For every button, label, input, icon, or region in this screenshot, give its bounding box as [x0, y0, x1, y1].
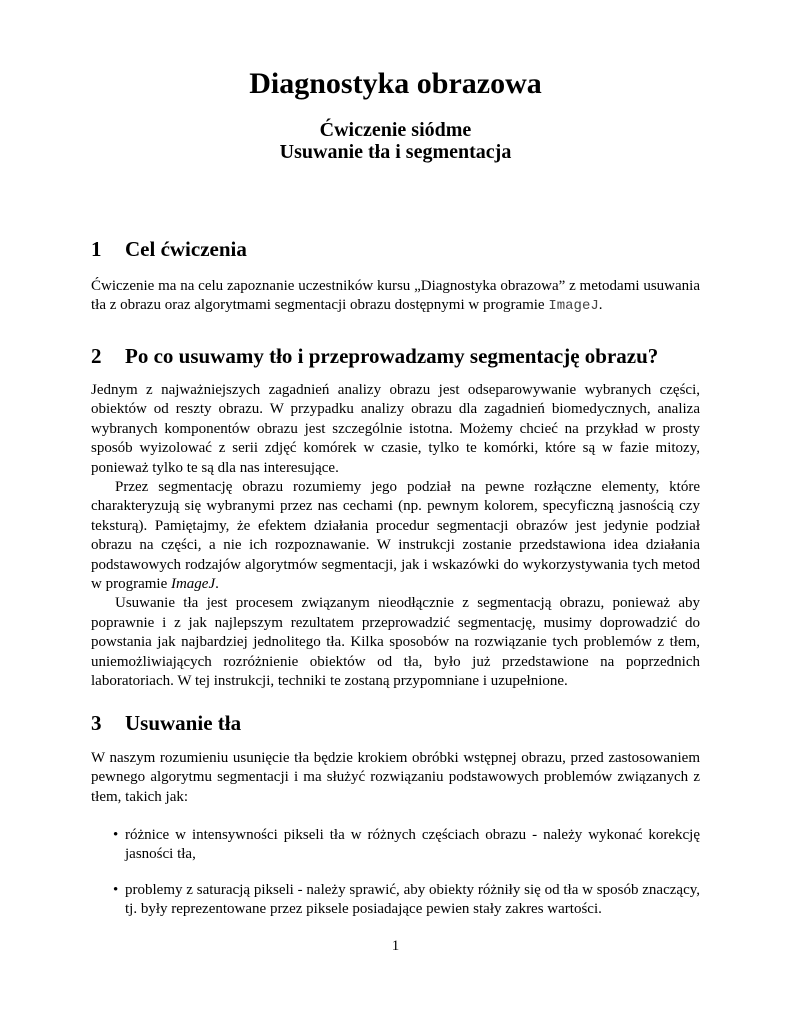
list-item-text: różnice w intensywności pikseli tła w różnych częściach obrazu - należy wykonać korekcję jasności tła,	[125, 827, 700, 863]
section-heading-2	[91, 343, 700, 369]
page-number: 1	[391, 938, 400, 954]
bullet-icon: •	[113, 881, 119, 898]
problem-list	[91, 826, 700, 920]
section-1-paragraph	[91, 277, 700, 317]
section-title: Usuwanie tła	[125, 711, 242, 735]
section-number: 2	[91, 344, 102, 368]
section-heading-1	[91, 236, 700, 262]
section-number: 1	[91, 237, 102, 261]
subtitle-line-2: Usuwanie tła i segmentacja	[279, 141, 512, 163]
program-name-italic: ImageJ	[170, 576, 216, 593]
paragraph-text: Przez segmentację obrazu rozumiemy jego podział na pewne rozłączne elementy, które charakteryzują się wybranymi przez nas cechami (np. pewnym kolorem, specyficzną jasnością czy teksturą). Pamiętajmy, że efektem działania procedur segmentacji obrazów jest jedynie podział obrazu na części, a nie ich rozpoznawanie. W instrukcji zostanie przedstawiona idea działania podstawowych rodzajów algorytmów segmentacji, jak i wskazówki do wykorzystywania tych metod w programie	[91, 479, 700, 593]
section-2-paragraph-1: Jednym z najważniejszych zagadnień analizy obrazu jest odseparowywanie wybranych części, obiektów od reszty obrazu. W przypadku analizy obrazu dla zagadnień biomedycznych, analiza wybranych komponentów obrazu jest szczególnie istotna. Możemy chcieć na przykład w prosty sposób wyizolować z serii zdjęć komórek w czasie, tylko te komórki, które są w fazie mitozy, ponieważ tylko te są dla nas interesujące.	[91, 382, 700, 476]
list-item	[91, 881, 700, 920]
section-title: Cel ćwiczenia	[125, 237, 247, 261]
subtitle-line-1: Ćwiczenie siódme	[319, 119, 472, 141]
bullet-icon: •	[113, 827, 119, 843]
paragraph-text: Ćwiczenie ma na celu zapoznanie uczestników kursu „Diagnostyka obrazowa” z metodami usuwania tła z obrazu oraz algorytmami segmentacji obrazu dostępnymi w programie	[91, 278, 700, 314]
section-2-body	[91, 381, 700, 692]
section-3-paragraph: W naszym rozumieniu usunięcie tła będzie krokiem obróbki wstępnej obrazu, przed zastosowaniem pewnego algorytmu segmentacji i ma służyć rozwiązaniu podstawowych problemów związanych z tłem, takich jak:	[91, 750, 700, 805]
section-2-paragraph-3: Usuwanie tła jest procesem związanym nieodłącznie z segmentacją obrazu, ponieważ aby poprawnie i z jak najlepszym rezultatem przeprowadzić segmentację, musimy doprowadzić do powstania jak najbardziej jednolitego tła. Kilka sposobów na rozwiązanie tych problemów z tłem, uniemożliwiających rozróżnienie obiektów od tła, było już przedstawione na poprzednich laboratoriach. W tej instrukcji, techniki te zostaną przypomniane i uzupełnione.	[91, 595, 700, 690]
list-item	[91, 826, 700, 865]
section-2-paragraph-2	[91, 478, 700, 594]
paragraph-text-end: .	[215, 576, 219, 593]
section-number: 3	[91, 711, 102, 735]
document-title: Diagnostyka obrazowa	[249, 67, 542, 100]
list-item-text: problemy z saturacją pikseli - należy sprawić, aby obiekty różniły się od tła w sposób znaczący, tj. były reprezentowane przez piksele posiadające pewien stały zakres wartości.	[125, 881, 700, 918]
document-page	[91, 0, 700, 1024]
section-title: Po co usuwamy tło i przeprowadzamy segmentację obrazu?	[125, 344, 659, 368]
document-subtitle	[91, 119, 700, 163]
paragraph-text-end: .	[598, 297, 603, 314]
program-name-code: ImageJ	[548, 298, 599, 315]
section-heading-3	[91, 710, 700, 736]
